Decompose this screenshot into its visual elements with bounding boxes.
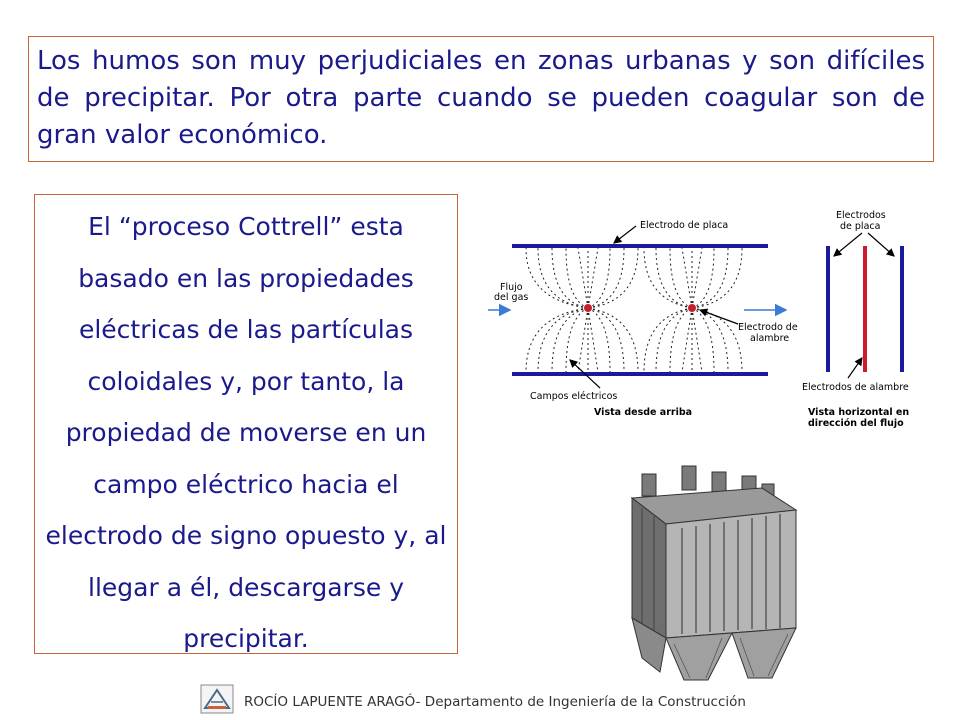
intro-text-box (28, 36, 934, 162)
label-flow-1: Flujo (500, 282, 523, 293)
plate-electrode-bottom (512, 372, 768, 376)
plate-electrode-top (512, 244, 768, 248)
wire-pointer-arrow (700, 310, 738, 324)
label-wires: Electrodos de alambre (802, 382, 909, 393)
intro-text: Los humos son muy perjudiciales en zonas urbanas y son difíciles de precipitar. Por otra parte cuando se pueden coagular son de gran valor económico. (37, 46, 925, 150)
cottrell-text: El “proceso Cottrell” esta basado en las propiedades eléctricas de las partículas coloidales y, por tanto, la propiedad de moverse en un campo eléctrico hacia el electrodo de signo opuesto y, al llegar a él, descargarse y precipitar. (45, 212, 447, 653)
caption-side-2: dirección del flujo (808, 418, 904, 429)
label-wire-2: alambre (750, 333, 790, 344)
university-logo (200, 684, 234, 714)
caption-side-1: Vista horizontal en (808, 407, 910, 418)
side-plate-right (900, 246, 904, 372)
label-plates-1: Electrodos (836, 210, 886, 221)
wire-electrode-right (688, 304, 696, 312)
side-plate-left (826, 246, 830, 372)
wires-pointer (848, 358, 862, 378)
precipitator-schematic (470, 200, 930, 440)
side-wire (863, 246, 867, 372)
footer-text: ROCÍO LAPUENTE ARAGÓ- Departamento de Ingeniería de la Construcción (244, 694, 746, 710)
label-plate: Electrodo de placa (640, 220, 729, 231)
precipitator-unit-illustration (612, 458, 812, 690)
electric-field-lines (526, 248, 742, 372)
cottrell-text-box (34, 194, 458, 654)
label-plates-2: de placa (840, 221, 881, 232)
label-fields: Campos eléctricos (530, 391, 618, 402)
caption-top-view: Vista desde arriba (594, 407, 693, 418)
label-wire-1: Electrodo de (738, 322, 798, 333)
plates-pointer-right (868, 233, 894, 256)
plate-pointer-arrow (614, 226, 636, 243)
footer (200, 684, 800, 714)
plates-pointer-left (834, 233, 862, 256)
label-flow-2: del gas (494, 292, 529, 303)
wire-electrode-left (584, 304, 592, 312)
